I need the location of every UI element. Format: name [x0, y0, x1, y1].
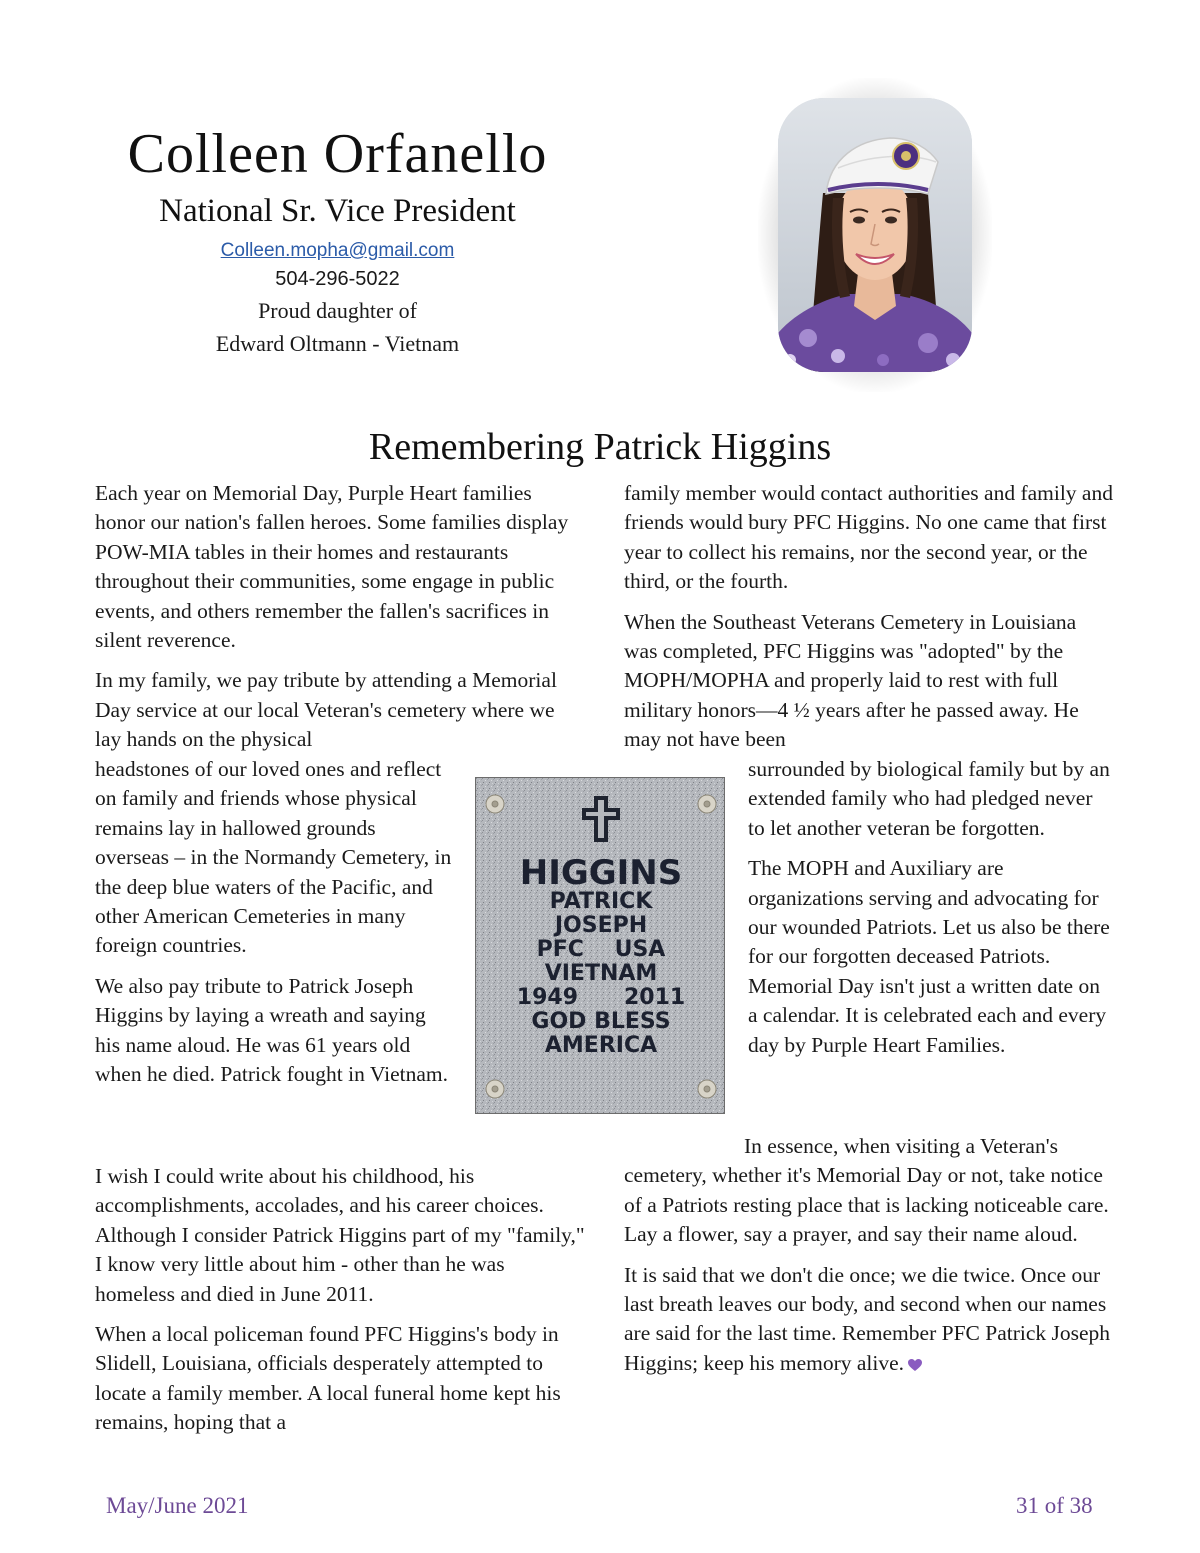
author-title: National Sr. Vice President — [159, 193, 516, 229]
paragraph-in-essence: In essence, when visiting a Veteran's cemetery, whether it's Memorial Day or not, take notice of a Patriots resting place that is lacking noticeable care. Lay a flower, say a prayer, and say their name aloud. — [624, 1134, 1109, 1247]
author-name: Colleen Orfanello — [127, 123, 548, 185]
left-column-wrap — [95, 755, 455, 1089]
headstone-line-1: HIGGINS — [519, 853, 683, 893]
article-title: Remembering Patrick Higgins — [368, 426, 832, 468]
paragraph-family-member: family member would contact authorities and family and friends would bury PFC Higgins. No one came that first year to collect his remains, nor the second year, or the third, or the fourth. — [624, 481, 1113, 594]
headstone-line-5: VIETNAM — [544, 961, 658, 986]
author-email-link[interactable]: Colleen.mopha@gmail.com — [220, 240, 455, 261]
author-phone: 504-296-5022 — [275, 268, 400, 290]
headstone-line-3: JOSEPH — [554, 913, 648, 938]
paragraph-memorial-day: Each year on Memorial Day, Purple Heart families honor our nation's fallen heroes. Some families display POW-MIA tables in their homes and restaurants throughout their communities, some engage in public events, and others remember the fallen's sacrifices in silent reverence. — [95, 481, 569, 653]
paragraph-childhood: I wish I could write about his childhood, his accomplishments, accolades, and his career choices. Although I consider Patrick Higgins part of my "family," I know very little about him - other than he was homeless and died in June 2011. — [95, 1164, 585, 1306]
left-column-bottom — [95, 1162, 585, 1438]
headstone-line-8: AMERICA — [544, 1033, 658, 1058]
footer-page-number: 31 of 38 — [1016, 1493, 1093, 1518]
paragraph-policeman: When a local policeman found PFC Higgins's body in Slidell, Louisiana, officials desperately attempted to locate a family member. A local funeral home kept his remains, hoping that a — [95, 1322, 561, 1435]
purple-heart-icon — [908, 1351, 922, 1380]
author-portrait — [778, 98, 972, 372]
left-column-top — [95, 479, 585, 755]
right-column-wrap — [748, 755, 1110, 1060]
paragraph-higgins-tribute: We also pay tribute to Patrick Joseph Higgins by laying a wreath and saying his name aloud. He was 61 years old when he died. Patrick fought in Vietnam. — [95, 973, 448, 1087]
right-column-top — [624, 479, 1114, 755]
paragraph-cemetery-start: When the Southeast Veterans Cemetery in Louisiana was completed, PFC Higgins was "adopted" by the MOPH/MOPHA and properly laid to rest with full military honors—4 ½ years after he passed away. He may not have been — [624, 609, 1079, 752]
paragraph-cemetery-cont: surrounded by biological family but by an extended family who had pledged never to let another veteran be forgotten. — [748, 757, 1110, 840]
headstone-line-7: GOD BLESS — [531, 1009, 671, 1034]
paragraph-moph-auxiliary: The MOPH and Auxiliary are organizations serving and advocating for our wounded Patriots. Let us also be there for our forgotten deceased Patriots. Memorial Day isn't just a written date on a calendar. It is celebrated each and every day by Purple Heart Families. — [748, 856, 1110, 1057]
headstone-line-2: PATRICK — [549, 889, 653, 914]
paragraph-die-twice-text: It is said that we don't die once; we die twice. Once our last breath leaves our body, and second when our names are said for the last time. Remember PFC Patrick Joseph Higgins; keep his memory alive. — [624, 1262, 1111, 1375]
paragraph-family-tribute-start: In my family, we pay tribute by attending a Memorial Day service at our local Veteran's cemetery where we lay hands on the physical — [95, 668, 557, 752]
author-header — [80, 120, 595, 360]
headstone-line-6: 1949 2011 — [516, 985, 686, 1010]
author-portrait-frame — [758, 78, 992, 392]
footer-issue-date: May/June 2021 — [106, 1493, 249, 1518]
headstone-photo — [475, 777, 725, 1114]
author-tagline-1: Proud daughter of — [258, 298, 417, 323]
headstone-line-4: PFC USA — [536, 937, 666, 962]
right-column-bottom — [624, 1132, 1114, 1380]
paragraph-die-twice — [624, 1261, 1114, 1381]
paragraph-family-tribute-cont: headstones of our loved ones and reflect on family and friends whose physical remains lay in hallowed grounds overseas – in the Normandy Cemetery, in the deep blue waters of the Pacific, and other American Cemeteries in many foreign countries. — [95, 757, 452, 958]
author-tagline-2: Edward Oltmann - Vietnam — [215, 331, 460, 356]
